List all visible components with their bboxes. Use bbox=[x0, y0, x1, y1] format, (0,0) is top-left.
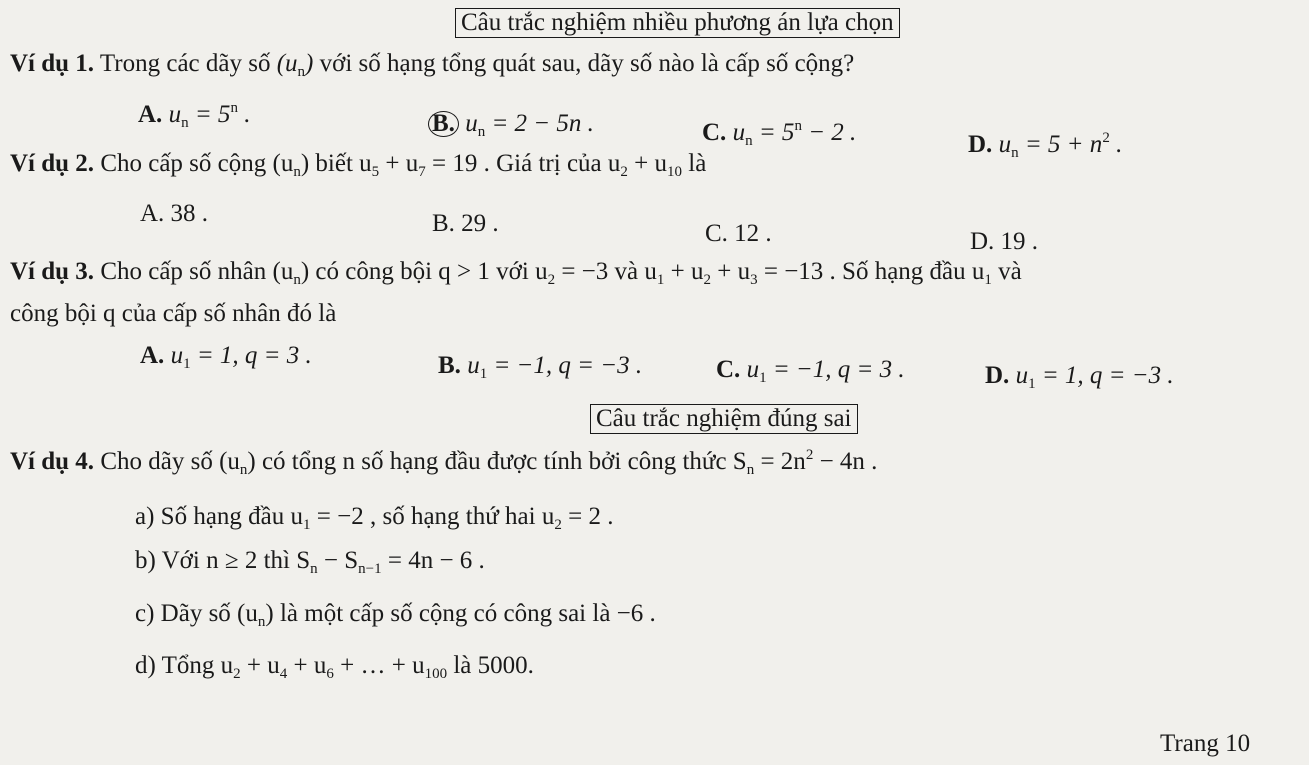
ex3-option-c: C. $u_1 = -1$, q = 3 . bbox=[716, 356, 905, 386]
ex2-label: Ví dụ 2. bbox=[10, 150, 95, 177]
ex3-option-d: D. $u_1 = 1$, q = −3 . bbox=[985, 362, 1174, 392]
ex4-text: Cho dãy số $(u_n)$ có tổng n số hạng đầu được tính bởi công thức $S_n = 2n^2 - 4n$ . bbox=[100, 447, 878, 478]
ex1-question bbox=[10, 50, 854, 81]
ex4-statement-d: d) Tổng $u_2 + u_4 + u_6$ + … + $u_{100}$ là 5000. bbox=[135, 652, 534, 682]
ex4-label: Ví dụ 4. bbox=[10, 448, 95, 475]
heading-true-false: Câu trắc nghiệm đúng sai bbox=[590, 404, 858, 434]
ex3-text-line1: Cho cấp số nhân $(u_n)$ có công bội q > 1 với $u_2 = -3$ và $u_1 + u_2 + u_3 = -13$ . Số hạng đầu $u_1$ và bbox=[100, 258, 1022, 288]
ex4-statement-b: b) Với n ≥ 2 thì $S_n - S_{n-1} = 4n - 6$ . bbox=[135, 547, 485, 577]
ex2-text: Cho cấp số cộng $(u_n)$ biết $u_5 + u_7 = 19$ . Giá trị của $u_2 + u_{10}$ là bbox=[100, 150, 707, 180]
ex3-label: Ví dụ 3. bbox=[10, 258, 95, 285]
ex2-option-b: B. 29 . bbox=[432, 210, 499, 237]
ex1-option-a: A. $u_n = 5^n$ . bbox=[138, 100, 251, 131]
ex4-statement-a: a) Số hạng đầu $u_1 = -2$ , số hạng thứ hai $u_2 = 2$ . bbox=[135, 503, 614, 533]
ex1-label: Ví dụ 1. bbox=[10, 50, 95, 77]
ex3-option-b: B. $u_1 = -1$, q = −3 . bbox=[438, 352, 643, 382]
ex4-question bbox=[10, 447, 877, 479]
ex1-option-b: B. $u_n = 2 - 5n$ . bbox=[428, 110, 594, 141]
ex1-seq: $(u_n)$ bbox=[276, 50, 314, 80]
ex2-question bbox=[10, 150, 706, 181]
ex1-option-c: C. $u_n = 5^n - 2$ . bbox=[702, 118, 857, 149]
ex4-statement-c: c) Dãy số $(u_n)$ là một cấp số cộng có công sai là −6 . bbox=[135, 600, 656, 630]
selected-answer-circle: B. bbox=[428, 111, 459, 137]
page-number: Trang 10 bbox=[1160, 730, 1251, 757]
ex3-option-a: A. $u_1 = 1$, q = 3 . bbox=[140, 342, 312, 372]
heading-multiple-choice: Câu trắc nghiệm nhiều phương án lựa chọn bbox=[455, 8, 900, 38]
ex2-option-a: A. 38 . bbox=[140, 200, 209, 227]
ex3-question-line2: công bội q của cấp số nhân đó là bbox=[10, 300, 337, 327]
ex1-text-b: với số hạng tổng quát sau, dãy số nào là cấp số cộng? bbox=[319, 50, 855, 77]
ex2-option-d: D. 19 . bbox=[970, 228, 1039, 255]
ex3-question-line1 bbox=[10, 258, 1022, 289]
ex2-option-c: C. 12 . bbox=[705, 220, 772, 247]
ex1-text-a: Trong các dãy số bbox=[99, 50, 271, 77]
ex1-option-d: D. $u_n = 5 + n^2$ . bbox=[968, 130, 1123, 161]
